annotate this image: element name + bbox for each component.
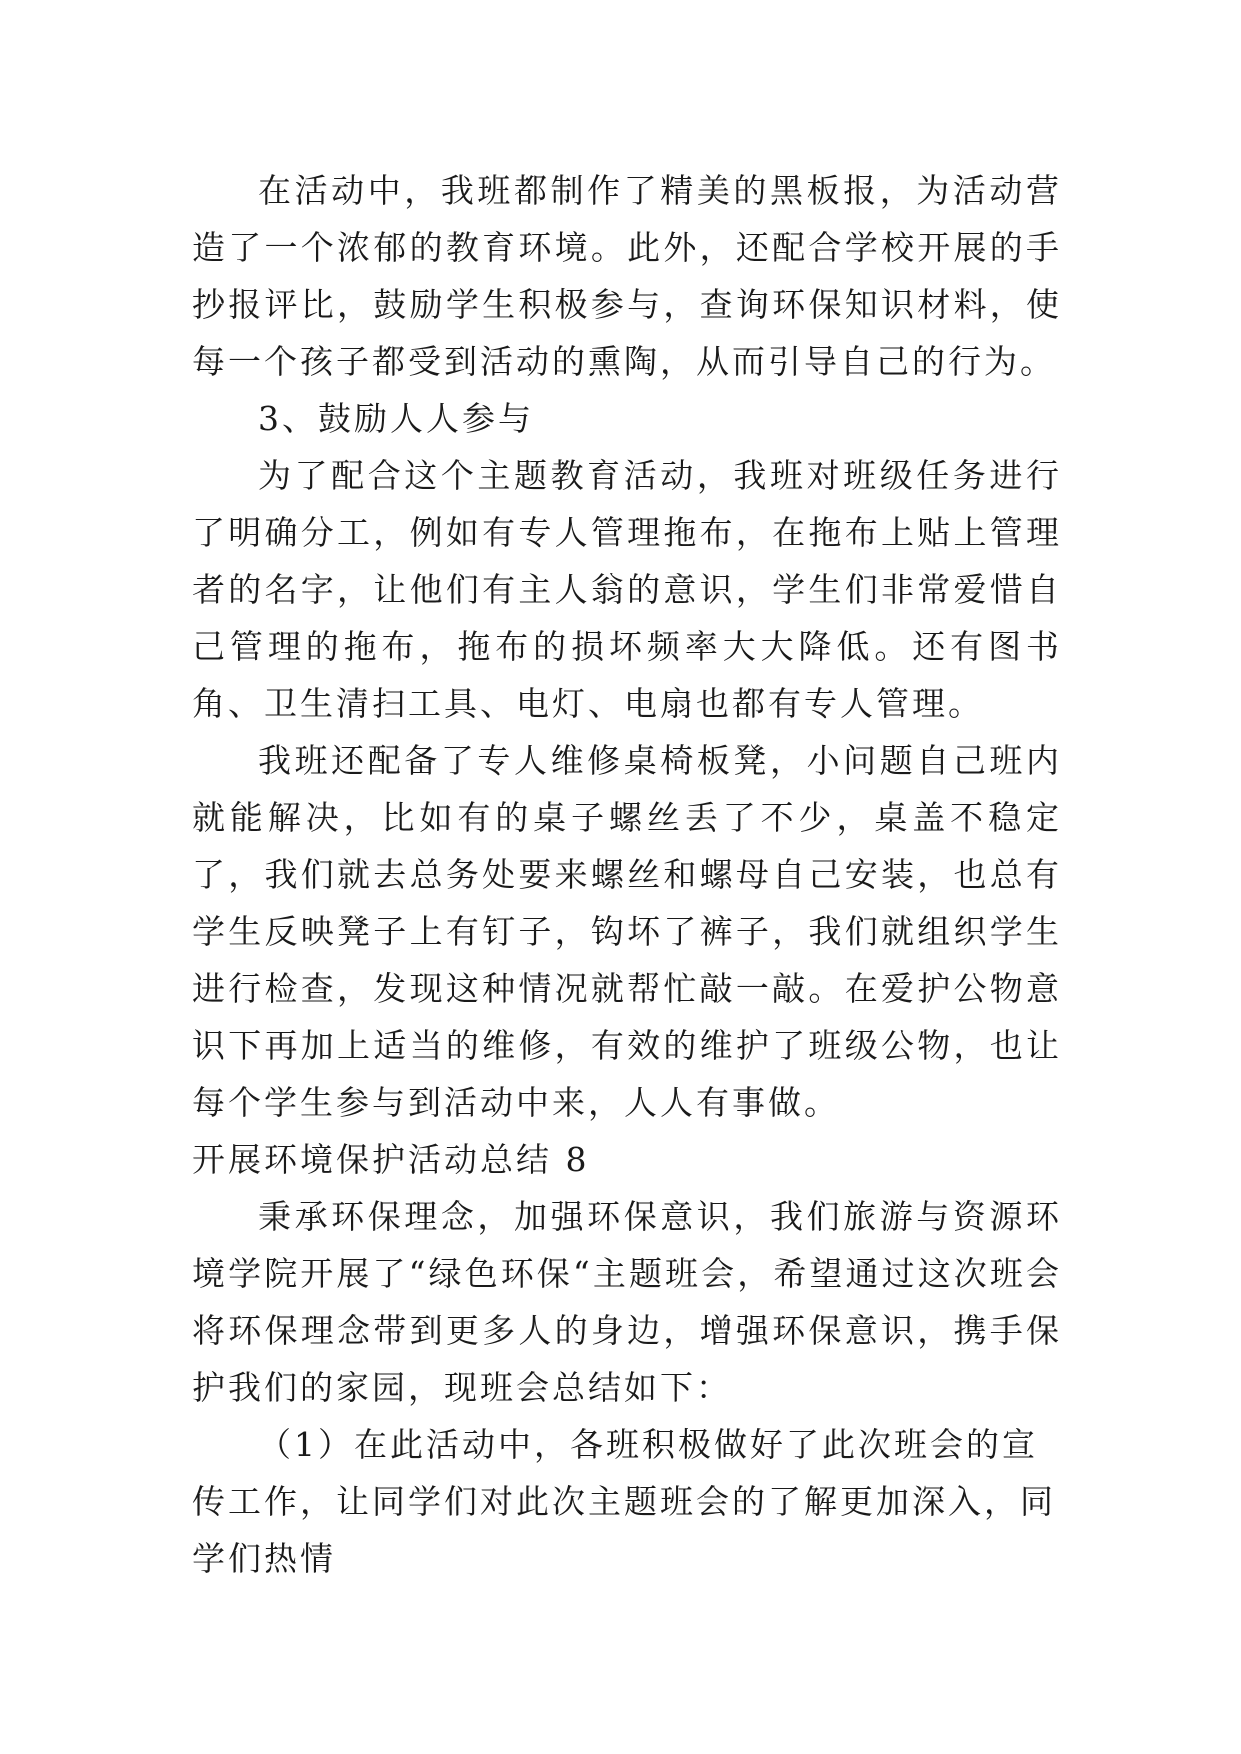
paragraph-furniture-repair: 我班还配备了专人维修桌椅板凳，小问题自己班内就能解决，比如有的桌子螺丝丢了不少，桌盖不稳定了，我们就去总务处要来螺丝和螺母自己安装，也总有学生反映凳子上有钉子，钩坏了裤子，我们就组织学生进行检查，发现这种情况就帮忙敲一敲。在爱护公物意识下再加上适当的维修，有效的维护了班级公物，也让每个学生参与到活动中来，人人有事做。 xyxy=(192,741,1062,1122)
list-item-publicity: （1）在此活动中，各班积极做好了此次班会的宣传工作，让同学们对此次主题班会的了解更加深入，同学们热情 xyxy=(192,1425,1056,1578)
paragraph-division-of-tasks: 为了配合这个主题教育活动，我班对班级任务进行了明确分工，例如有专人管理拖布，在拖布上贴上管理者的名字，让他们有主人翁的意识，学生们非常爱惜自己管理的拖布，拖布的损坏频率大大降低。还有图书角、卫生清扫工具、电灯、电扇也都有专人管理。 xyxy=(192,456,1062,723)
section-item-encourage-participation: 3、鼓励人人参与 xyxy=(258,399,534,438)
section-heading-summary-8: 开展环境保护活动总结 8 xyxy=(192,1140,590,1179)
paragraph-blackboard-report: 在活动中，我班都制作了精美的黑板报，为活动营造了一个浓郁的教育环境。此外，还配合学校开展的手抄报评比，鼓励学生积极参与，查询环保知识材料，使每一个孩子都受到活动的熏陶，从而引导自己的行为。 xyxy=(192,171,1062,381)
paragraph-green-class-meeting: 秉承环保理念，加强环保意识，我们旅游与资源环境学院开展了“绿色环保“主题班会，希望通过这次班会将环保理念带到更多人的身边，增强环保意识，携手保护我们的家园，现班会总结如下： xyxy=(192,1197,1062,1407)
document-body xyxy=(192,162,1062,1587)
